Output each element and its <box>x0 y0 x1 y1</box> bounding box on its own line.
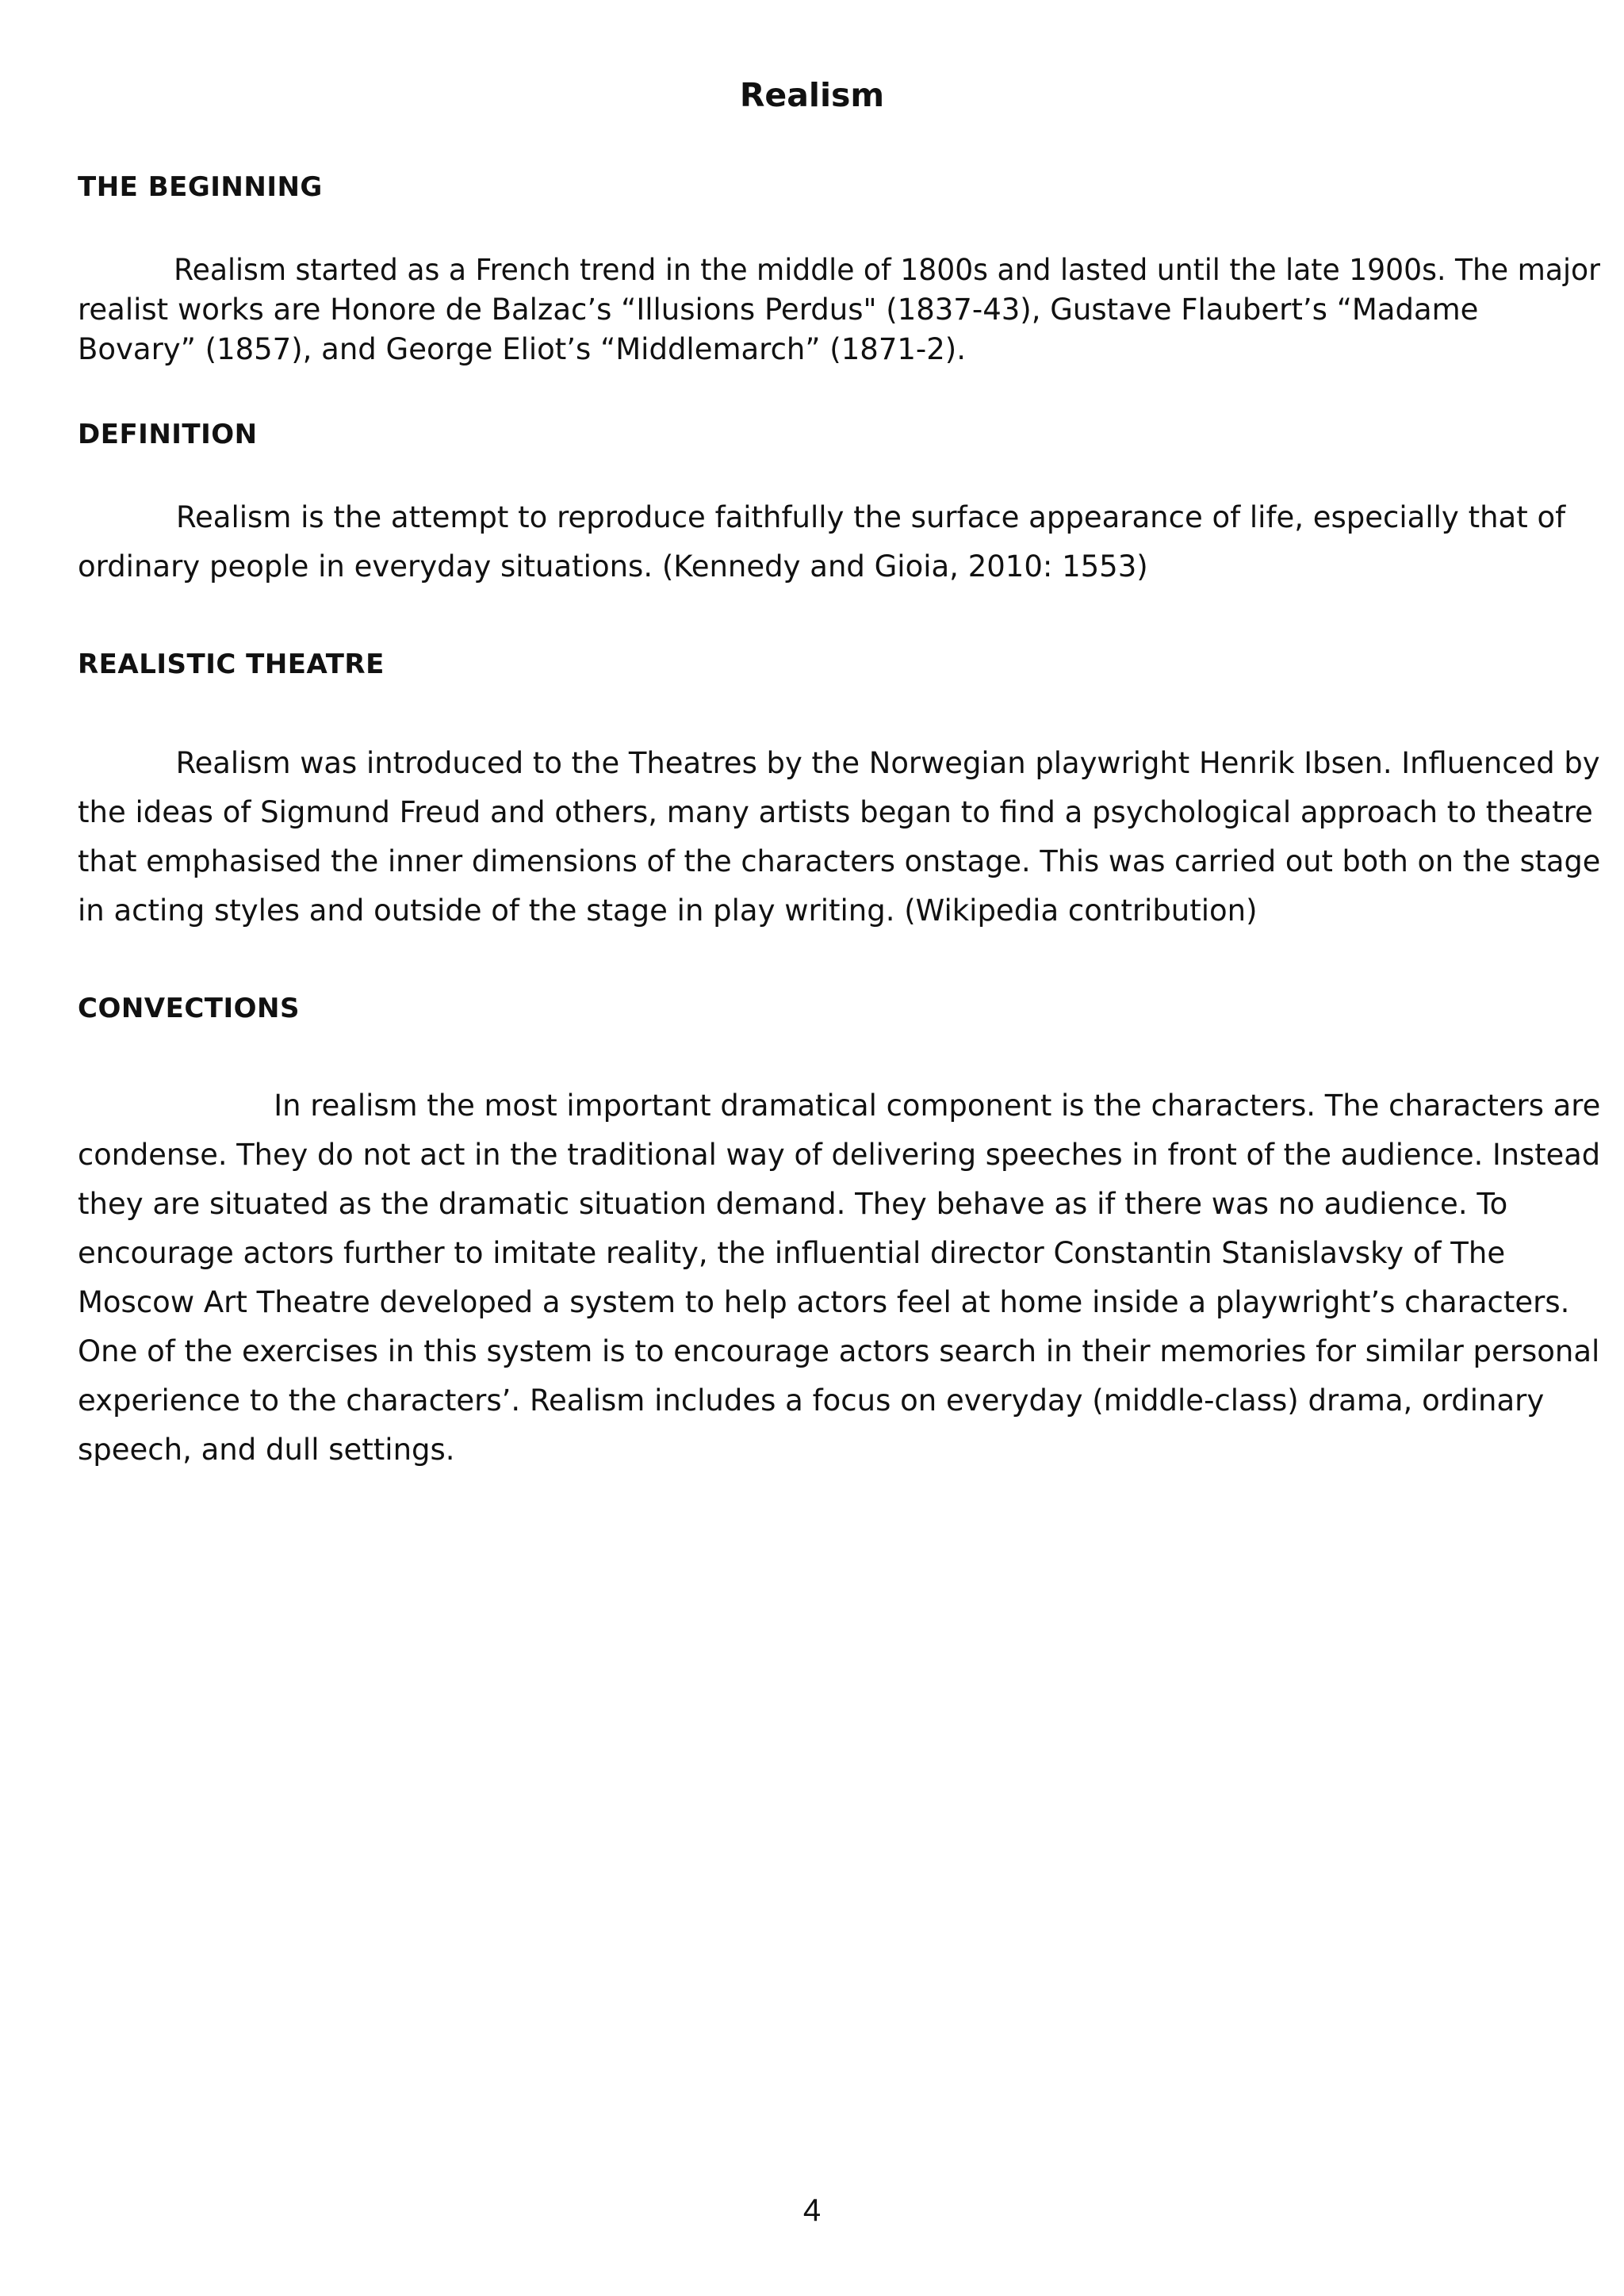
paragraph-line: Moscow Art Theatre developed a system to help actors feel at home inside a playwright’s characters. <box>78 1285 1570 1319</box>
paragraph-line: speech, and dull settings. <box>78 1433 455 1467</box>
paragraph-line: In realism the most important dramatical component is the characters. The characters are <box>274 1089 1601 1123</box>
paragraph-realistic-theatre <box>78 739 1601 936</box>
paragraph-line: Bovary” (1857), and George Eliot’s “Middlemarch” (1871-2). <box>78 332 966 366</box>
section-heading-realistic-theatre: REALISTIC THEATRE <box>78 649 385 680</box>
paragraph-convections <box>78 1081 1601 1475</box>
section-heading-beginning: THE BEGINNING <box>78 171 323 203</box>
page-title: Realism <box>739 76 885 114</box>
paragraph-line: Realism was introduced to the Theatres by the Norwegian playwright Henrik Ibsen. Influenced by <box>175 746 1600 780</box>
page-number: 4 <box>802 2193 822 2228</box>
paragraph-line: experience to the characters’. Realism includes a focus on everyday (middle-class) drama, ordinary <box>78 1383 1545 1418</box>
paragraph-line: the ideas of Sigmund Freud and others, many artists began to find a psychological approach to theatre <box>78 795 1593 829</box>
paragraph-line: Realism is the attempt to reproduce faithfully the surface appearance of life, especially that of <box>176 500 1566 534</box>
paragraph-line: that emphasised the inner dimensions of the characters onstage. This was carried out both on the stage <box>78 844 1601 878</box>
section-heading-definition: DEFINITION <box>78 419 258 450</box>
paragraph-line: ordinary people in everyday situations. (Kennedy and Gioia, 2010: 1553) <box>78 549 1148 584</box>
section-heading-convections: CONVECTIONS <box>78 993 300 1024</box>
paragraph-definition <box>78 493 1568 591</box>
paragraph-line: in acting styles and outside of the stage in play writing. (Wikipedia contribution) <box>78 894 1258 928</box>
paragraph-line: they are situated as the dramatic situation demand. They behave as if there was no audience. To <box>78 1187 1508 1221</box>
paragraph-line: encourage actors further to imitate reality, the influential director Constantin Stanislavsky of The <box>78 1236 1506 1270</box>
paragraph-line: realist works are Honore de Balzac’s “Illusions Perdus" (1837-43), Gustave Flaubert’s “Madame <box>78 293 1479 327</box>
paragraph-line: Realism started as a French trend in the middle of 1800s and lasted until the late 1900s. The major <box>174 253 1600 287</box>
paragraph-line: condense. They do not act in the traditional way of delivering speeches in front of the audience. Instead <box>78 1138 1601 1172</box>
paragraph-beginning <box>78 251 1600 369</box>
paragraph-line: One of the exercises in this system is to encourage actors search in their memories for similar personal <box>78 1334 1600 1368</box>
